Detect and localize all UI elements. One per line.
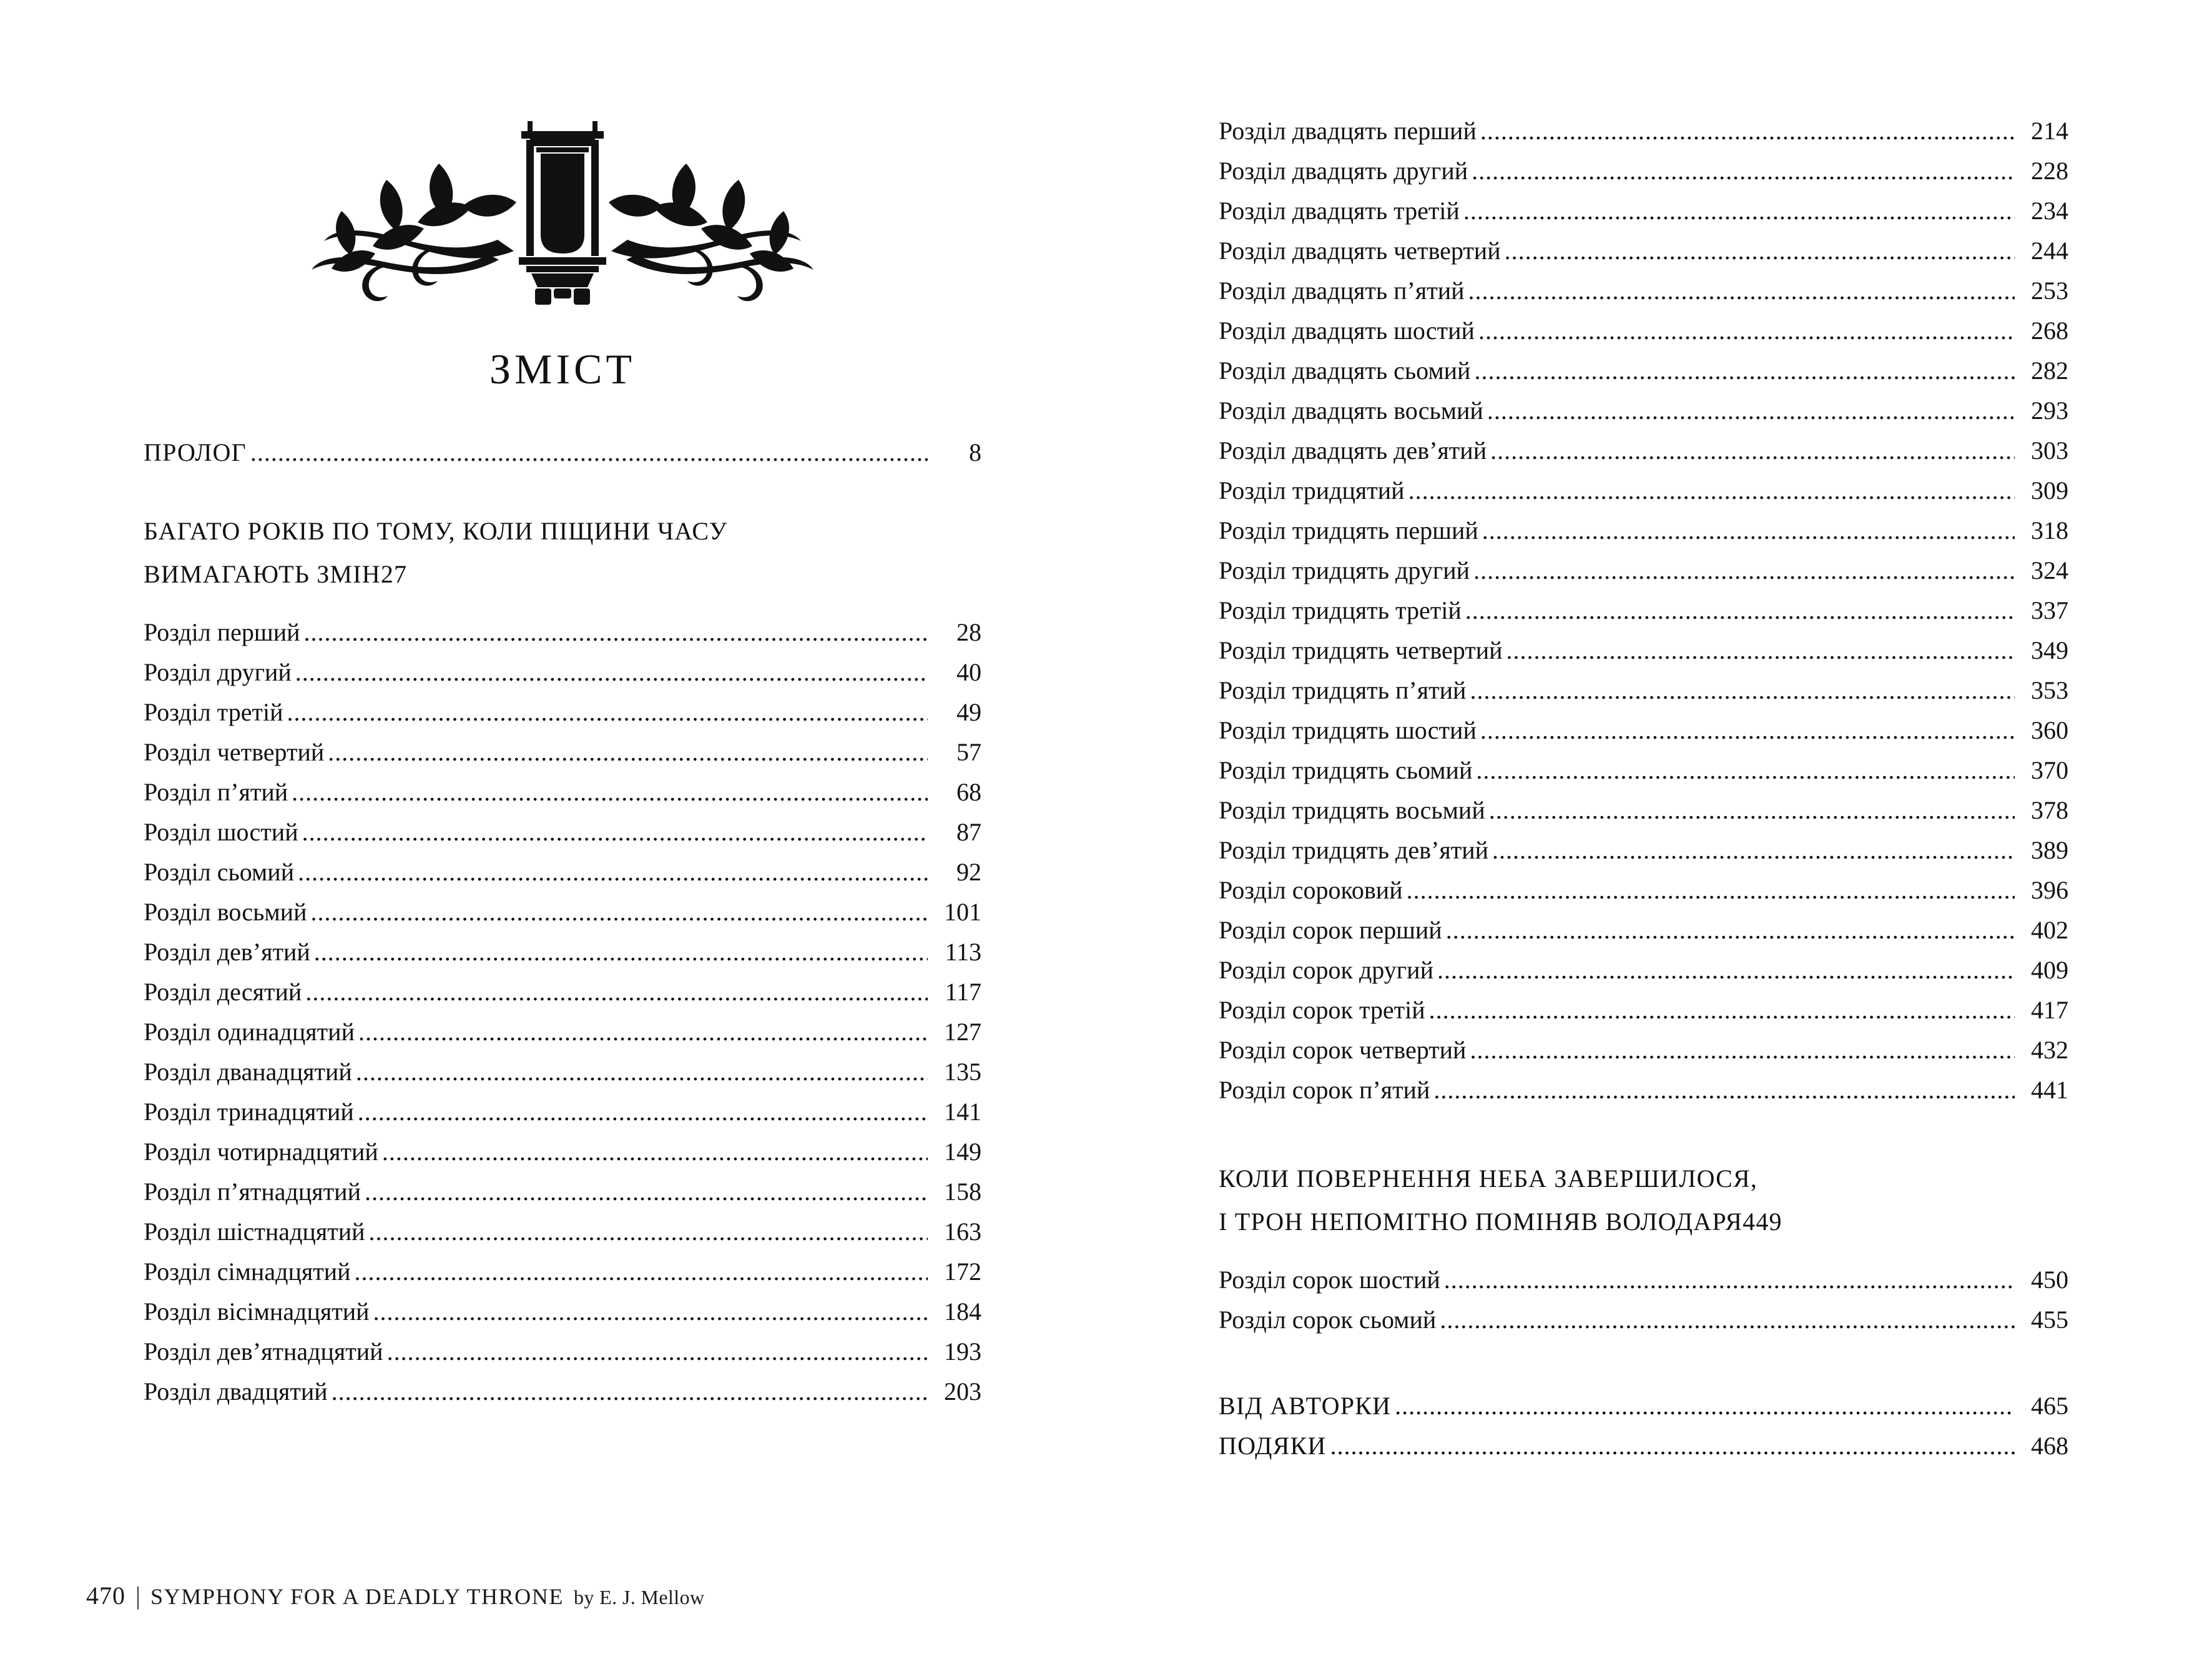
leader-dots — [1480, 119, 2015, 144]
toc-entry-label: Розділ вісімнадцятий — [144, 1297, 370, 1326]
toc-entry-label: Розділ двадцять дев’ятий — [1219, 436, 1487, 465]
toc-entry-page: 184 — [944, 1297, 981, 1326]
leader-dots — [1478, 318, 2015, 343]
toc-entry-label: Розділ тридцять третій — [1219, 596, 1462, 624]
toc-entry-page: 8 — [969, 438, 981, 466]
toc-entry-page: 455 — [2031, 1306, 2068, 1334]
leader-dots — [314, 940, 928, 965]
toc-entry-page: 203 — [944, 1377, 981, 1405]
leader-dots — [1507, 638, 2015, 663]
toc-entry-label: Розділ сьомий — [144, 858, 295, 886]
leader-dots — [1489, 798, 2015, 823]
toc-entry-label: Розділ тридцять другий — [1219, 556, 1470, 584]
toc-entry[interactable] — [1219, 239, 2068, 263]
spacer — [144, 595, 981, 620]
toc-part-one[interactable] — [144, 516, 981, 589]
toc-entry[interactable] — [144, 1060, 981, 1085]
toc-chapter-list-right-bottom — [1219, 1268, 2068, 1332]
toc-entry-label: Розділ сорок сьомий — [1219, 1306, 1437, 1334]
toc-part-two-line2: І ТРОН НЕПОМІТНО ПОМІНЯВ ВОЛОДАРЯ — [1219, 1208, 1743, 1236]
toc-entry-page: 268 — [2031, 317, 2068, 345]
leader-dots — [355, 1259, 928, 1284]
leader-dots — [1470, 678, 2015, 703]
toc-part-two[interactable] — [1219, 1164, 2068, 1236]
toc-entry-page: 441 — [2031, 1076, 2068, 1104]
leader-dots — [356, 1060, 928, 1085]
toc-entry-label: Розділ п’ятнадцятий — [144, 1178, 361, 1206]
toc-entry[interactable] — [144, 1339, 981, 1364]
toc-entry-label: Розділ тридцять дев’ятий — [1219, 836, 1489, 864]
toc-entry-label: Розділ шостий — [144, 818, 298, 846]
toc-entry-label: Розділ дев’ятий — [144, 938, 310, 966]
toc-entry-page: 163 — [944, 1218, 981, 1246]
leader-dots — [1429, 998, 2015, 1023]
leader-dots — [1472, 159, 2015, 184]
leader-dots — [369, 1219, 928, 1244]
toc-entry[interactable] — [144, 980, 981, 1005]
leader-dots — [328, 740, 928, 765]
toc-entry-label: Розділ тридцять восьмий — [1219, 796, 1485, 824]
leader-dots — [332, 1379, 928, 1404]
toc-entry[interactable] — [144, 940, 981, 965]
toc-entry-page: 127 — [944, 1018, 981, 1046]
toc-entry-label: Розділ тридцятий — [1219, 476, 1405, 505]
toc-entry[interactable] — [1219, 278, 2068, 303]
leader-dots — [1473, 558, 2015, 583]
footer-book-title: SYMPHONY FOR A DEADLY THRONE — [150, 1584, 564, 1609]
leader-dots — [358, 1100, 928, 1125]
toc-entry-page: 68 — [956, 778, 981, 806]
toc-entry[interactable] — [1219, 478, 2068, 503]
leader-dots — [1482, 518, 2015, 543]
toc-entry-page: 282 — [2031, 357, 2068, 385]
toc-entry-page: 141 — [944, 1098, 981, 1126]
footer-byline: by E. J. Mellow — [573, 1586, 705, 1608]
page-title: ЗМІСТ — [489, 345, 636, 393]
toc-entry-page: 353 — [2031, 676, 2068, 704]
leader-dots — [1463, 199, 2015, 224]
toc-entry-label: Розділ двадцять сьомий — [1219, 357, 1471, 385]
leader-dots — [373, 1299, 928, 1324]
toc-entry[interactable] — [1219, 199, 2068, 224]
leader-dots — [1487, 398, 2015, 423]
toc-part-two-line1: КОЛИ ПОВЕРНЕННЯ НЕБА ЗАВЕРШИЛОСЯ, — [1219, 1164, 1758, 1193]
toc-entry-label: Розділ шістнадцятий — [144, 1218, 365, 1246]
toc-entry[interactable] — [1219, 398, 2068, 423]
toc-entry[interactable] — [144, 700, 981, 725]
leader-dots — [1474, 358, 2015, 383]
toc-entry-page: 135 — [944, 1058, 981, 1086]
leader-dots — [295, 660, 928, 685]
toc-entry-page: 324 — [2031, 556, 2068, 584]
toc-entry-page: 172 — [944, 1258, 981, 1286]
toc-entry-label: Розділ четвертий — [144, 738, 325, 766]
leader-dots — [1480, 718, 2015, 743]
toc-entry[interactable] — [144, 1100, 981, 1125]
toc-entry-label: Розділ перший — [144, 618, 300, 646]
toc-entry-page: 92 — [956, 858, 981, 886]
spacer — [1219, 1347, 2068, 1394]
toc-entry[interactable] — [144, 1219, 981, 1244]
toc-entry-page: 370 — [2031, 756, 2068, 784]
toc-entry-label: Розділ двадцять перший — [1219, 117, 1477, 145]
page-footer — [86, 1581, 705, 1610]
leader-dots — [298, 860, 928, 885]
toc-entry-page: 40 — [956, 658, 981, 686]
leader-dots — [1468, 278, 2015, 303]
spacer — [1219, 1118, 2068, 1164]
toc-entry-page: 396 — [2031, 876, 2068, 904]
leader-dots — [365, 1179, 928, 1204]
toc-entry-label: Розділ дванадцятий — [144, 1058, 352, 1086]
toc-entry[interactable] — [1219, 1268, 2068, 1292]
toc-entry-label: Розділ сорок другий — [1219, 956, 1433, 984]
toc-entry-page: 253 — [2031, 277, 2068, 305]
leader-dots — [1446, 918, 2015, 943]
toc-entry[interactable] — [1219, 678, 2068, 703]
folio-number: 470 — [86, 1582, 125, 1610]
toc-entry[interactable] — [1219, 878, 2068, 903]
toc-entry[interactable] — [1219, 998, 2068, 1023]
toc-entry[interactable] — [144, 660, 981, 685]
toc-entry-page: 228 — [2031, 157, 2068, 185]
leader-dots — [302, 820, 928, 845]
toc-entry-page: 318 — [2031, 516, 2068, 544]
toc-chapter-list-left — [144, 620, 981, 1404]
toc-entry-page: 101 — [944, 898, 981, 926]
toc-entry[interactable] — [144, 620, 981, 645]
toc-entry[interactable] — [144, 900, 981, 925]
toc-entry-page: 193 — [944, 1337, 981, 1366]
toc-entry-label: Розділ одинадцятий — [144, 1018, 355, 1046]
toc-entry-label: Розділ чотирнадцятий — [144, 1138, 378, 1166]
toc-entry[interactable] — [144, 1259, 981, 1284]
spacer — [144, 480, 981, 516]
toc-entry-page: 87 — [956, 818, 981, 846]
toc-entry-page: 450 — [2031, 1266, 2068, 1294]
toc-entry-label: Розділ другий — [144, 658, 292, 686]
toc-entry-label: ПОДЯКИ — [1219, 1432, 1327, 1460]
leader-dots — [310, 900, 928, 925]
leader-dots — [250, 440, 928, 465]
toc-entry-page: 117 — [945, 978, 981, 1006]
toc-part-one-line2: ВИМАГАЮТЬ ЗМІН — [144, 560, 381, 588]
toc-entry-page: 28 — [956, 618, 981, 646]
toc-entry-label: Розділ двадцять шостий — [1219, 317, 1475, 345]
toc-entry[interactable] — [1219, 358, 2068, 383]
toc-entry-label: Розділ сорок шостий — [1219, 1266, 1440, 1294]
toc-entry-page: 402 — [2031, 916, 2068, 944]
toc-entry-acknowledgements[interactable] — [1219, 1434, 2068, 1459]
leader-dots — [382, 1140, 928, 1164]
toc-entry-label: Розділ сорок п’ятий — [1219, 1076, 1430, 1104]
toc-entry[interactable] — [144, 1179, 981, 1204]
toc-entry-label: Розділ сорок третій — [1219, 996, 1425, 1024]
ornament-container — [144, 112, 981, 318]
footer-separator: | — [135, 1582, 141, 1610]
toc-entry-page: 49 — [956, 698, 981, 726]
toc-entry-label: Розділ сімнадцятий — [144, 1258, 351, 1286]
toc-entry-author-note[interactable] — [1219, 1394, 2068, 1419]
toc-entry[interactable] — [144, 740, 981, 765]
toc-entry-label: Розділ восьмий — [144, 898, 307, 926]
toc-entry-label: ВІД АВТОРКИ — [1219, 1392, 1392, 1420]
toc-entry-page: 234 — [2031, 197, 2068, 225]
toc-entry[interactable] — [1219, 1307, 2068, 1332]
toc-entry[interactable] — [144, 1299, 981, 1324]
leader-dots — [358, 1020, 928, 1045]
leader-dots — [1476, 758, 2015, 783]
toc-entry-label: Розділ двадцять другий — [1219, 157, 1468, 185]
leader-dots — [1505, 239, 2015, 263]
toc-entry-label: Розділ сорок перший — [1219, 916, 1442, 944]
toc-entry[interactable] — [1219, 1078, 2068, 1103]
toc-entry-label: Розділ тридцять п’ятий — [1219, 676, 1467, 704]
toc-entry-page: 432 — [2031, 1036, 2068, 1064]
toc-entry-label: Розділ п’ятий — [144, 778, 288, 806]
toc-entry-page: 214 — [2031, 117, 2068, 145]
toc-entry[interactable] — [1219, 438, 2068, 463]
toc-entry-prologue[interactable] — [144, 440, 981, 465]
toc-entry[interactable] — [1219, 518, 2068, 543]
toc-entry-label: Розділ двадцять восьмий — [1219, 396, 1483, 425]
leader-dots — [387, 1339, 928, 1364]
toc-entry-page: 349 — [2031, 636, 2068, 664]
leader-dots — [292, 780, 928, 805]
leader-dots — [1444, 1268, 2015, 1292]
toc-entry[interactable] — [1219, 558, 2068, 583]
toc-entry[interactable] — [1219, 638, 2068, 663]
toc-entry-page: 113 — [945, 938, 981, 966]
throne-and-vines-ornament — [257, 112, 868, 318]
toc-right-column — [1106, 0, 2212, 1659]
leader-dots — [1330, 1434, 2015, 1459]
toc-entry[interactable] — [1219, 798, 2068, 823]
toc-entry[interactable] — [1219, 838, 2068, 863]
toc-entry-page: 389 — [2031, 836, 2068, 864]
toc-entry-label: Розділ тринадцятий — [144, 1098, 354, 1126]
toc-entry-label: Розділ двадцятий — [144, 1377, 328, 1405]
toc-entry-label: Розділ дев’ятнадцятий — [144, 1337, 383, 1366]
leader-dots — [305, 980, 928, 1005]
toc-entry-label: Розділ тридцять сьомий — [1219, 756, 1473, 784]
toc-entry-label: Розділ тридцять шостий — [1219, 716, 1477, 744]
toc-entry[interactable] — [1219, 758, 2068, 783]
leader-dots — [1408, 478, 2015, 503]
toc-entry-page: 293 — [2031, 396, 2068, 425]
leader-dots — [1440, 1307, 2015, 1332]
leader-dots — [1437, 958, 2015, 983]
toc-entry-page: 378 — [2031, 796, 2068, 824]
toc-entry[interactable] — [1219, 718, 2068, 743]
toc-entry[interactable] — [1219, 598, 2068, 623]
toc-entry[interactable] — [1219, 159, 2068, 184]
toc-entry-label: Розділ двадцять третій — [1219, 197, 1460, 225]
toc-entry[interactable] — [1219, 958, 2068, 983]
toc-entry[interactable] — [144, 860, 981, 885]
toc-entry-label: Розділ третій — [144, 698, 283, 726]
toc-part-two-page: 449 — [1743, 1208, 1782, 1236]
toc-entry-page: 409 — [2031, 956, 2068, 984]
toc-chapter-list-right-top — [1219, 119, 2068, 1103]
spacer — [1219, 1243, 2068, 1268]
toc-entry[interactable] — [1219, 1038, 2068, 1063]
toc-entry-label: Розділ сороковий — [1219, 876, 1403, 904]
toc-entry-label: Розділ двадцять четвертий — [1219, 237, 1501, 265]
toc-entry-label: Розділ тридцять четвертий — [1219, 636, 1503, 664]
toc-entry-label: Розділ сорок четвертий — [1219, 1036, 1467, 1064]
toc-entry[interactable] — [144, 780, 981, 805]
toc-part-one-line1: БАГАТО РОКІВ ПО ТОМУ, КОЛИ ПІЩИНИ ЧАСУ — [144, 517, 728, 545]
toc-part-one-page: 27 — [380, 560, 408, 588]
leader-dots — [287, 700, 928, 725]
leader-dots — [1470, 1038, 2015, 1063]
toc-entry-label: Розділ двадцять п’ятий — [1219, 277, 1465, 305]
leader-dots — [1395, 1394, 2015, 1419]
toc-entry[interactable] — [144, 1379, 981, 1404]
leader-dots — [1490, 438, 2015, 463]
toc-entry-label: ПРОЛОГ — [144, 438, 247, 466]
toc-entry-page: 149 — [944, 1138, 981, 1166]
toc-entry[interactable] — [144, 1140, 981, 1164]
toc-entry-page: 337 — [2031, 596, 2068, 624]
toc-entry-label: Розділ десятий — [144, 978, 302, 1006]
toc-entry-page: 303 — [2031, 436, 2068, 465]
toc-back-matter-list — [1219, 1394, 2068, 1459]
toc-entry[interactable] — [1219, 918, 2068, 943]
toc-entry-page: 158 — [944, 1178, 981, 1206]
leader-dots — [1407, 878, 2015, 903]
leader-dots — [1492, 838, 2015, 863]
leader-dots — [1433, 1078, 2015, 1103]
toc-entry[interactable] — [144, 1020, 981, 1045]
leader-dots — [304, 620, 928, 645]
toc-entry-page: 57 — [956, 738, 981, 766]
leader-dots — [1465, 598, 2015, 623]
toc-entry-label: Розділ тридцять перший — [1219, 516, 1478, 544]
toc-entry-page: 468 — [2031, 1432, 2068, 1460]
toc-entry-page: 360 — [2031, 716, 2068, 744]
toc-entry-page: 244 — [2031, 237, 2068, 265]
toc-entry-page: 465 — [2031, 1392, 2068, 1420]
toc-entry-page: 417 — [2031, 996, 2068, 1024]
toc-entry[interactable] — [144, 820, 981, 845]
toc-entry-page: 309 — [2031, 476, 2068, 505]
toc-entry[interactable] — [1219, 318, 2068, 343]
toc-entry[interactable] — [1219, 119, 2068, 144]
